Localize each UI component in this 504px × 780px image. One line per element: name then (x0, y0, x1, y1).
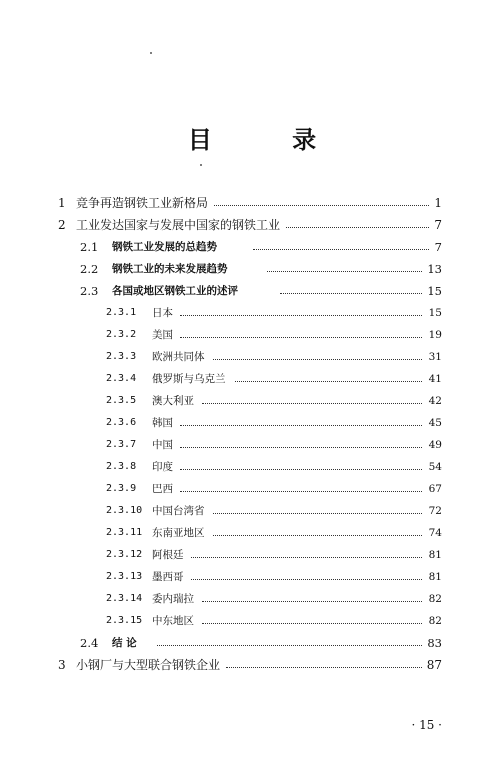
entry-title: 钢铁工业发展的总趋势 (112, 241, 217, 253)
toc-entry[interactable] (0, 654, 504, 676)
entry-number: 2.3.14 (106, 593, 143, 604)
entry-number: 2.3.7 (106, 439, 137, 450)
page-title: 目 录 (187, 126, 353, 154)
toc-entry[interactable] (0, 500, 504, 522)
toc-entry[interactable] (0, 346, 504, 368)
entry-page: 54 (428, 461, 442, 473)
dot-leader (202, 403, 422, 404)
toc-entry[interactable] (0, 544, 504, 566)
toc-entry[interactable] (0, 632, 504, 654)
dot-leader (253, 249, 429, 250)
dot-leader (180, 491, 422, 492)
entry-number: 2.3.1 (106, 307, 137, 318)
dot-leader (180, 425, 422, 426)
toc-entry[interactable] (0, 522, 504, 544)
toc-entry[interactable] (0, 214, 504, 236)
entry-page: 42 (428, 395, 442, 407)
dot-leader (191, 557, 422, 558)
entry-number: 2.3.5 (106, 395, 137, 406)
dot-leader (157, 645, 423, 646)
entry-page: 7 (434, 218, 442, 232)
dot-leader (180, 337, 422, 338)
scan-speck (150, 52, 152, 54)
entry-title: 委内瑞拉 (152, 593, 194, 605)
entry-number: 2.3.13 (106, 571, 143, 582)
entry-page: 87 (426, 658, 442, 672)
entry-page: 81 (428, 549, 442, 561)
entry-number: 3 (58, 658, 66, 672)
entry-title: 日本 (152, 307, 173, 319)
toc-entry[interactable] (0, 236, 504, 258)
entry-number: 2.3.11 (106, 527, 143, 538)
entry-title: 俄罗斯与乌克兰 (152, 373, 226, 385)
entry-title: 阿根廷 (152, 549, 184, 561)
toc-entry[interactable] (0, 390, 504, 412)
dot-leader (213, 535, 422, 536)
entry-page: 31 (428, 351, 442, 363)
entry-title: 东南亚地区 (152, 527, 205, 539)
dot-leader (191, 579, 422, 580)
dot-leader (180, 315, 422, 316)
entry-page: 1 (434, 196, 442, 210)
entry-page: 41 (428, 373, 442, 385)
entry-page: 72 (428, 505, 442, 517)
toc-entry[interactable] (0, 192, 504, 214)
dot-leader (235, 381, 422, 382)
entry-page: 15 (427, 284, 442, 298)
toc-entry[interactable] (0, 588, 504, 610)
page-number: · 15 · (411, 718, 442, 732)
entry-page: 67 (428, 483, 442, 495)
entry-number: 2.3.15 (106, 615, 143, 626)
entry-title: 各国或地区钢铁工业的述评 (112, 285, 238, 297)
entry-page: 13 (427, 262, 442, 276)
entry-page: 45 (428, 417, 442, 429)
toc-entry[interactable] (0, 368, 504, 390)
entry-title: 巴西 (152, 483, 173, 495)
toc-entry[interactable] (0, 412, 504, 434)
entry-title: 中国 (152, 439, 173, 451)
entry-title: 欧洲共同体 (152, 351, 205, 363)
entry-title: 澳大利亚 (152, 395, 194, 407)
entry-number: 2.3 (80, 284, 99, 298)
entry-number: 2 (58, 218, 66, 232)
entry-number: 2.3.8 (106, 461, 137, 472)
entry-number: 2.4 (80, 636, 99, 650)
entry-number: 2.3.9 (106, 483, 137, 494)
entry-title: 结 论 (112, 637, 137, 649)
entry-page: 74 (428, 527, 442, 539)
entry-title: 钢铁工业的未来发展趋势 (112, 263, 228, 275)
toc-entry[interactable] (0, 566, 504, 588)
entry-number: 2.1 (80, 240, 99, 254)
dot-leader (280, 293, 422, 294)
toc-entry[interactable] (0, 478, 504, 500)
entry-page: 81 (428, 571, 442, 583)
entry-page: 49 (428, 439, 442, 451)
dot-leader (286, 227, 429, 228)
toc-entry[interactable] (0, 456, 504, 478)
entry-page: 19 (428, 329, 442, 341)
entry-title: 印度 (152, 461, 173, 473)
entry-title: 墨西哥 (152, 571, 184, 583)
entry-number: 2.3.6 (106, 417, 137, 428)
entry-page: 15 (428, 307, 442, 319)
entry-page: 83 (427, 636, 442, 650)
toc-entry[interactable] (0, 280, 504, 302)
entry-page: 7 (434, 240, 442, 254)
entry-title: 中国台湾省 (152, 505, 205, 517)
entry-number: 2.3.10 (106, 505, 143, 516)
entry-number: 2.3.12 (106, 549, 143, 560)
dot-leader (213, 513, 422, 514)
entry-title: 竞争再造钢铁工业新格局 (76, 196, 209, 210)
entry-number: 2.3.2 (106, 329, 137, 340)
toc-entry[interactable] (0, 258, 504, 280)
entry-title: 美国 (152, 329, 173, 341)
dot-leader (214, 205, 429, 206)
dot-leader (267, 271, 423, 272)
dot-leader (226, 667, 422, 668)
entry-number: 1 (58, 196, 66, 210)
dot-leader (180, 447, 422, 448)
toc-entry[interactable] (0, 324, 504, 346)
toc-entry[interactable] (0, 610, 504, 632)
entry-title: 工业发达国家与发展中国家的钢铁工业 (76, 218, 281, 232)
entry-page: 82 (428, 615, 442, 627)
entry-title: 中东地区 (152, 615, 194, 627)
entry-number: 2.3.3 (106, 351, 137, 362)
entry-title: 小钢厂与大型联合钢铁企业 (76, 658, 221, 672)
dot-leader (213, 359, 422, 360)
dot-leader (202, 601, 422, 602)
toc-entry[interactable] (0, 302, 504, 324)
entry-page: 82 (428, 593, 442, 605)
scan-speck (200, 164, 202, 166)
entry-number: 2.3.4 (106, 373, 137, 384)
dot-leader (202, 623, 422, 624)
dot-leader (180, 469, 422, 470)
toc-entry[interactable] (0, 434, 504, 456)
entry-title: 韩国 (152, 417, 173, 429)
entry-number: 2.2 (80, 262, 99, 276)
